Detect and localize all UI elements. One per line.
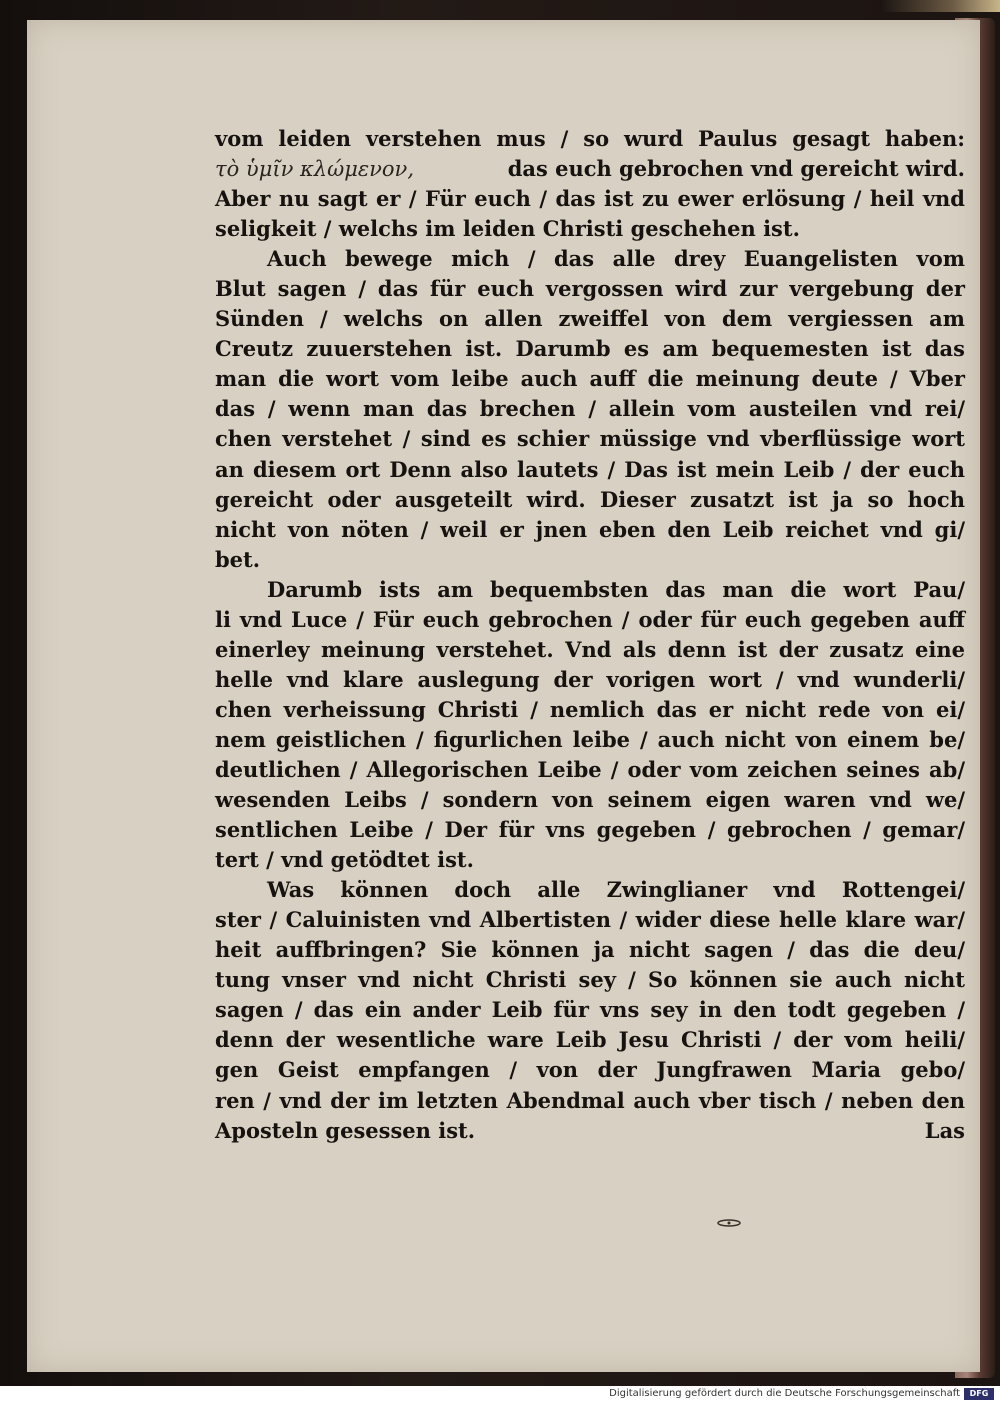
text-line: helle vnd klare auslegung der vorigen wort / vnd wunderli/ xyxy=(215,666,965,692)
text-line: einerley meinung verstehet. Vnd als denn ist der zusatz eine xyxy=(215,636,965,662)
text-line: an diesem ort Denn also lautets / Das ist mein Leib / der euch xyxy=(215,456,965,482)
credit-text: Digitalisierung gefördert durch die Deutsche Forschungsgemeinschaft xyxy=(609,1388,960,1399)
text-line: tert / vnd getödtet ist. xyxy=(215,847,474,873)
credit-bar xyxy=(0,1386,1000,1403)
text-line: Darumb ists am bequembsten das man die wort Pau/ xyxy=(267,576,965,602)
text-line-final xyxy=(215,1116,965,1146)
text-line: Creutz zuuerstehen ist. Darumb es am bequemesten ist das xyxy=(215,336,965,362)
text-line: seligkeit / welchs im leiden Christi geschehen ist. xyxy=(215,216,800,242)
greek-phrase: τὸ ὑμῖν κλώμενον, xyxy=(215,157,414,182)
text-line: sagen / das ein ander Leib für vns sey in den todt gegeben / xyxy=(215,997,965,1023)
text-line: man die wort vom leibe auch auff die meinung deute / Vber xyxy=(215,366,965,392)
text-line: Sünden / welchs on allen zweiffel von dem vergiessen am xyxy=(215,306,965,332)
text-line: ster / Caluinisten vnd Albertisten / wider diese helle klare war/ xyxy=(215,907,965,933)
text-line: Auch bewege mich / das alle drey Euangelisten vom xyxy=(267,246,965,272)
text-line: Blut sagen / das für euch vergossen wird zur vergebung der xyxy=(215,276,965,302)
text-line-rest: Aposteln gesessen ist. xyxy=(215,1117,476,1143)
text-line: li vnd Luce / Für euch gebrochen / oder für euch gegeben auff xyxy=(215,606,965,632)
text-line: ren / vnd der im letzten Abendmal auch vber tisch / neben den xyxy=(215,1087,965,1113)
body-text xyxy=(215,124,965,1146)
text-line: nem geistlichen / figurlichen leibe / auch nicht von einem be/ xyxy=(215,726,965,752)
text-line: Was können doch alle Zwinglianer vnd Rottengei/ xyxy=(267,877,965,903)
text-line: bet. xyxy=(215,546,261,572)
page-sheet xyxy=(27,20,980,1372)
text-line: vom leiden verstehen mus / so wurd Paulus gesagt haben: xyxy=(215,126,965,151)
text-line: sentlichen Leibe / Der für vns gegeben / gebrochen / gemar/ xyxy=(215,817,965,843)
text-line: gereicht oder ausgeteilt wird. Dieser zusatzt ist ja so hoch xyxy=(215,486,965,512)
page-ornament xyxy=(715,1218,743,1228)
catchword: Las xyxy=(924,1117,965,1143)
text-line: wesenden Leibs / sondern von seinem eigen waren vnd we/ xyxy=(215,787,965,813)
text-line: das / wenn man das brechen / allein vom austeilen vnd rei/ xyxy=(215,396,965,422)
ornament-icon xyxy=(715,1218,743,1228)
text-line: chen verheissung Christi / nemlich das er nicht rede von ei/ xyxy=(215,696,965,722)
text-line: tung vnser vnd nicht Christi sey / So können sie auch nicht xyxy=(215,967,965,993)
text-line: chen verstehet / sind es schier müssige vnd vberflüssige wort xyxy=(215,426,965,452)
text-line-rest: das euch gebrochen vnd gereicht wird. xyxy=(507,156,965,182)
text-line: gen Geist empfangen / von der Jungfrawen Maria gebo/ xyxy=(215,1057,965,1083)
text-line: denn der wesentliche ware Leib Jesu Christi / der vom heili/ xyxy=(215,1027,965,1053)
text-line: nicht von nöten / weil er jnen eben den Leib reichet vnd gi/ xyxy=(215,516,965,542)
dfg-logo: DFG xyxy=(964,1388,994,1400)
text-line: deutlichen / Allegorischen Leibe / oder vom zeichen seines ab/ xyxy=(215,756,965,782)
scan-top-strip xyxy=(880,0,1000,12)
text-line: heit auffbringen? Sie können ja nicht sagen / das die deu/ xyxy=(215,937,965,963)
text-line-greek xyxy=(215,154,965,184)
text-line: Aber nu sagt er / Für euch / das ist zu ewer erlösung / heil vnd xyxy=(215,186,965,212)
